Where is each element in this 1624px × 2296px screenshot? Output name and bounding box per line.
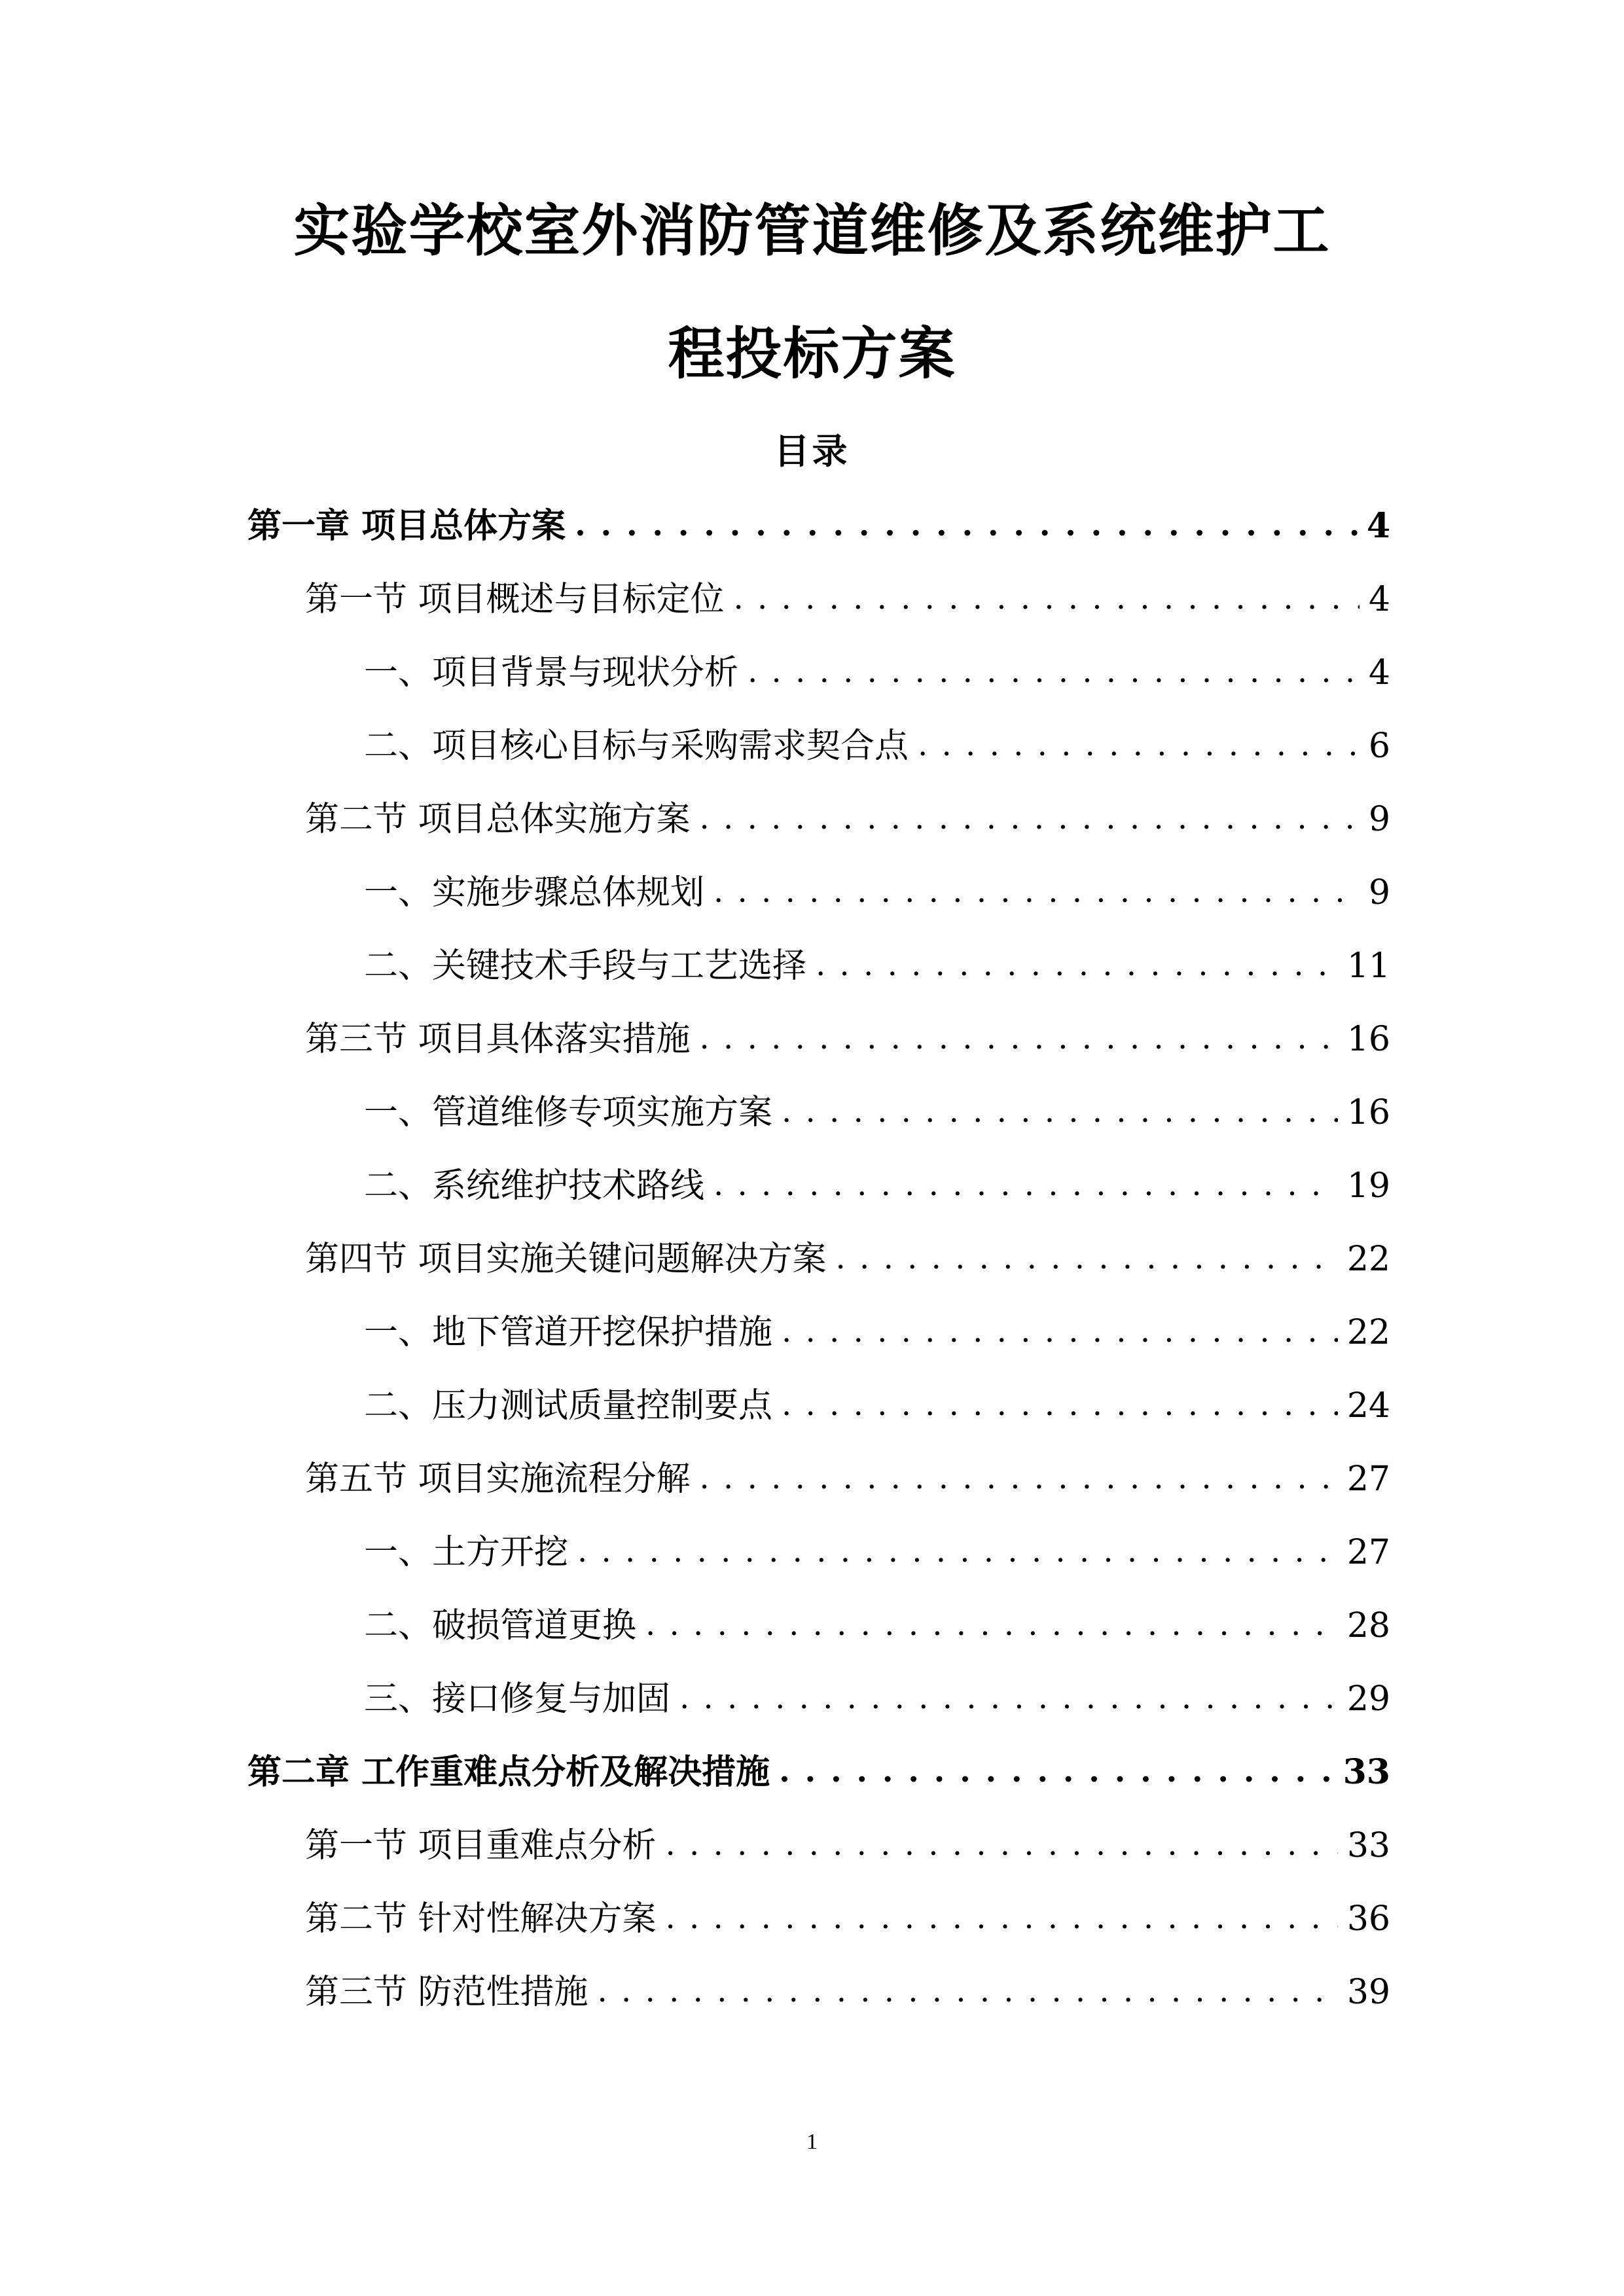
toc-entry-label: 一、土方开挖 xyxy=(364,1533,569,1572)
toc-entry-page: 4 xyxy=(1368,580,1390,619)
toc-entry-label: 第三节 项目具体落实措施 xyxy=(305,1020,691,1059)
toc-dot-leader xyxy=(577,1535,1338,1567)
toc-entry-page: 9 xyxy=(1368,800,1390,839)
toc-entry-subsection[interactable] xyxy=(364,1377,1390,1426)
toc-entry-page: 33 xyxy=(1343,1752,1390,1792)
toc-entry-label: 第一节 项目概述与目标定位 xyxy=(305,580,725,619)
toc-dot-leader xyxy=(700,802,1360,834)
toc-entry-page: 22 xyxy=(1346,1313,1390,1352)
toc-dot-leader xyxy=(713,1169,1338,1200)
toc-entry-page: 29 xyxy=(1346,1679,1390,1719)
toc-entry-section[interactable] xyxy=(305,1964,1390,2012)
toc-entry-subsection[interactable] xyxy=(364,1670,1390,1719)
toc-dot-leader xyxy=(748,656,1360,687)
toc-entry-page: 19 xyxy=(1346,1166,1390,1206)
toc-entry-subsection[interactable] xyxy=(364,1597,1390,1643)
toc-entry-section[interactable] xyxy=(305,791,1390,839)
toc-entry-page: 16 xyxy=(1346,1093,1390,1132)
toc-entry-label: 第二节 针对性解决方案 xyxy=(305,1899,657,1939)
toc-entry-subsection[interactable] xyxy=(364,864,1390,910)
toc-entry-label: 一、实施步骤总体规划 xyxy=(364,873,705,912)
toc-entry-section[interactable] xyxy=(305,1230,1390,1279)
toc-entry-label: 第五节 项目实施流程分解 xyxy=(305,1460,691,1499)
toc-entry-label: 二、项目核心目标与采购需求契合点 xyxy=(364,726,909,766)
toc-entry-subsection[interactable] xyxy=(364,937,1390,986)
toc-dot-leader xyxy=(836,1242,1338,1274)
toc-entry-label: 一、地下管道开挖保护措施 xyxy=(364,1313,773,1352)
toc-dot-leader xyxy=(598,1975,1338,2007)
toc-dot-leader xyxy=(666,1829,1338,1860)
toc-entry-label: 第三节 防范性措施 xyxy=(305,1973,588,2012)
toc-dot-leader xyxy=(700,1462,1338,1494)
toc-dot-leader xyxy=(666,1902,1338,1933)
toc-entry-label: 第四节 项目实施关键问题解决方案 xyxy=(305,1240,827,1279)
toc-entry-chapter-2[interactable] xyxy=(247,1744,1390,1792)
toc-entry-page: 27 xyxy=(1346,1460,1390,1499)
toc-entry-page: 39 xyxy=(1346,1973,1390,2012)
toc-entry-label: 二、系统维护技术路线 xyxy=(364,1166,705,1206)
toc-entry-section[interactable] xyxy=(305,1450,1390,1499)
toc-entry-subsection[interactable] xyxy=(364,1524,1390,1570)
toc-entry-label: 第二章 工作重难点分析及解决措施 xyxy=(247,1752,770,1792)
toc-entry-subsection[interactable] xyxy=(364,1084,1390,1130)
toc-entry-label: 一、管道维修专项实施方案 xyxy=(364,1093,773,1132)
toc-entry-label: 第一节 项目重难点分析 xyxy=(305,1826,657,1865)
toc-dot-leader xyxy=(782,1389,1338,1420)
toc-dot-leader xyxy=(679,1682,1338,1713)
toc-entry-page: 9 xyxy=(1368,873,1390,912)
toc-entry-section[interactable] xyxy=(305,1817,1390,1863)
toc-entry-subsection[interactable] xyxy=(364,644,1390,690)
toc-dot-leader xyxy=(645,1609,1338,1640)
toc-entry-page: 16 xyxy=(1346,1020,1390,1059)
toc-entry-label: 二、破损管道更换 xyxy=(364,1606,637,1645)
toc-dot-leader xyxy=(782,1096,1338,1127)
toc-entry-page: 6 xyxy=(1368,726,1390,766)
toc-entry-subsection[interactable] xyxy=(364,1304,1390,1350)
toc-entry-chapter-1[interactable] xyxy=(247,497,1390,546)
document-title-line-2: 程投标方案 xyxy=(668,321,956,387)
toc-heading: 目录 xyxy=(774,430,850,472)
toc-entry-page: 36 xyxy=(1346,1899,1390,1939)
page-number: 1 xyxy=(806,2130,818,2154)
toc-dot-leader xyxy=(734,583,1360,614)
toc-entry-section[interactable] xyxy=(305,571,1390,617)
toc-entry-subsection[interactable] xyxy=(364,1157,1390,1206)
toc-dot-leader xyxy=(918,729,1360,761)
toc-entry-label: 第二节 项目总体实施方案 xyxy=(305,800,691,839)
toc-entry-subsection[interactable] xyxy=(364,717,1390,766)
toc-entry-page: 4 xyxy=(1368,653,1390,692)
toc-entry-section[interactable] xyxy=(305,1890,1390,1939)
toc-entry-label: 二、压力测试质量控制要点 xyxy=(364,1386,773,1426)
toc-entry-label: 一、项目背景与现状分析 xyxy=(364,653,739,692)
toc-dot-leader xyxy=(782,1316,1338,1347)
document-title-line-1: 实验学校室外消防管道维修及系统维护工 xyxy=(293,198,1331,264)
toc-entry-page: 28 xyxy=(1346,1606,1390,1645)
toc-dot-leader xyxy=(700,1022,1338,1054)
toc-dot-leader xyxy=(713,876,1360,907)
toc-entry-page: 4 xyxy=(1366,506,1390,546)
toc-entry-section[interactable] xyxy=(305,1011,1390,1059)
toc-entry-page: 27 xyxy=(1346,1533,1390,1572)
toc-dot-leader xyxy=(575,509,1358,541)
toc-entry-page: 24 xyxy=(1346,1386,1390,1426)
toc-dot-leader xyxy=(779,1755,1334,1787)
toc-entry-label: 第一章 项目总体方案 xyxy=(247,506,566,546)
toc-entry-label: 二、关键技术手段与工艺选择 xyxy=(364,946,807,986)
toc-entry-page: 33 xyxy=(1346,1826,1390,1865)
toc-entry-page: 22 xyxy=(1346,1240,1390,1279)
toc-entry-page: 11 xyxy=(1346,946,1390,986)
toc-entry-label: 三、接口修复与加固 xyxy=(364,1679,671,1719)
toc-dot-leader xyxy=(816,949,1338,980)
